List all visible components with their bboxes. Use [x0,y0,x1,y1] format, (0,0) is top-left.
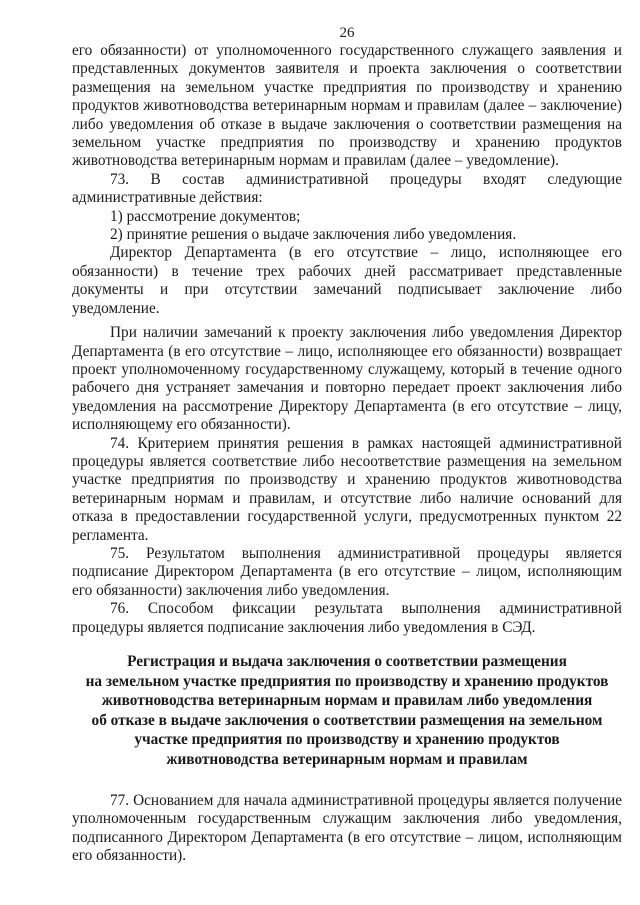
section-heading [72,652,622,769]
procedure-body [72,42,622,637]
paragraph-76: 76. Способом фиксации результата выполнения административной процедуры является подписание заключения либо уведомления в СЭД. [72,600,622,636]
heading-line: участке предприятия по производству и хранению продуктов [134,731,560,748]
paragraph-74: 74. Критерием принятия решения в рамках настоящей административной процедуры является соответствие либо несоответствие размещения на земельном участке предприятия по производству и хранению продуктов животноводства ветеринарным нормам и правилам, и отсутствие либо наличие оснований для отказа в предоставлении государственной услуги, предусмотренных пунктом 22 регламента. [72,434,622,544]
list-item-decision: 2) принятие решения о выдаче заключения либо уведомления. [110,226,517,244]
paragraph-intro: его обязанности) от уполномоченного государственного служащего заявления и представленных документов заявителя и проекта заключения о соответствии размещения на земельном участке предприятия по производству и хранению продуктов животноводства ветеринарным нормам и правилам (далее – заключение) либо уведомления об отказе в выдаче заключения о соответствии размещения на земельном участке предприятия по производству и хранению продуктов животноводства ветеринарным нормам и правилам (далее – уведомление). [72,42,622,170]
paragraph-75: 75. Результатом выполнения административной процедуры является подписание Директором Департамента (в его отсутствие – лицом, исполняющим его обязанности) заключения либо уведомления. [72,544,622,599]
paragraph-77: 77. Основанием для начала административной процедуры является получение уполномоченным государственным служащим заключения либо уведомления, подписанного Директором Департамента (в его отсутствие – лицом, исполняющим его обязанности). [72,792,622,865]
paragraph-73-director: Директор Департамента (в его отсутствие – лицо, исполняющее его обязанности) в течение трех рабочих дней рассматривает представленные документы и при отсутствии замечаний подписывает заключение либо уведомление. [72,244,622,317]
page-number: 26 [339,25,355,41]
section-body [72,792,622,866]
heading-line: животноводства ветеринарным нормам и правилам [166,750,528,768]
paragraph-73-remarks: При наличии замечаний к проекту заключения либо уведомления Директор Департамента (в его отсутствие – лицо, исполняющее его обязанности) возвращает проект уполномоченному государственному служащему, который в течение одного рабочего дня устраняет замечания и повторно передает проект заключения либо уведомления на рассмотрение Директору Департамента (в его отсутствие – лицу, исполняющему его обязанности). [72,324,622,434]
heading-line: об отказе в выдаче заключения о соответствии размещения на земельном [91,711,603,729]
heading-line: Регистрация и выдача заключения о соответствии размещения [127,653,567,670]
paragraph-73: 73. В состав административной процедуры входят следующие административные действия: [72,170,622,207]
list-item-review-documents: 1) рассмотрение документов; [110,207,301,225]
heading-line: на земельном участке предприятия по производству и хранению продуктов [85,672,609,690]
heading-line: животноводства ветеринарным нормам и правилам либо уведомления [101,692,593,709]
